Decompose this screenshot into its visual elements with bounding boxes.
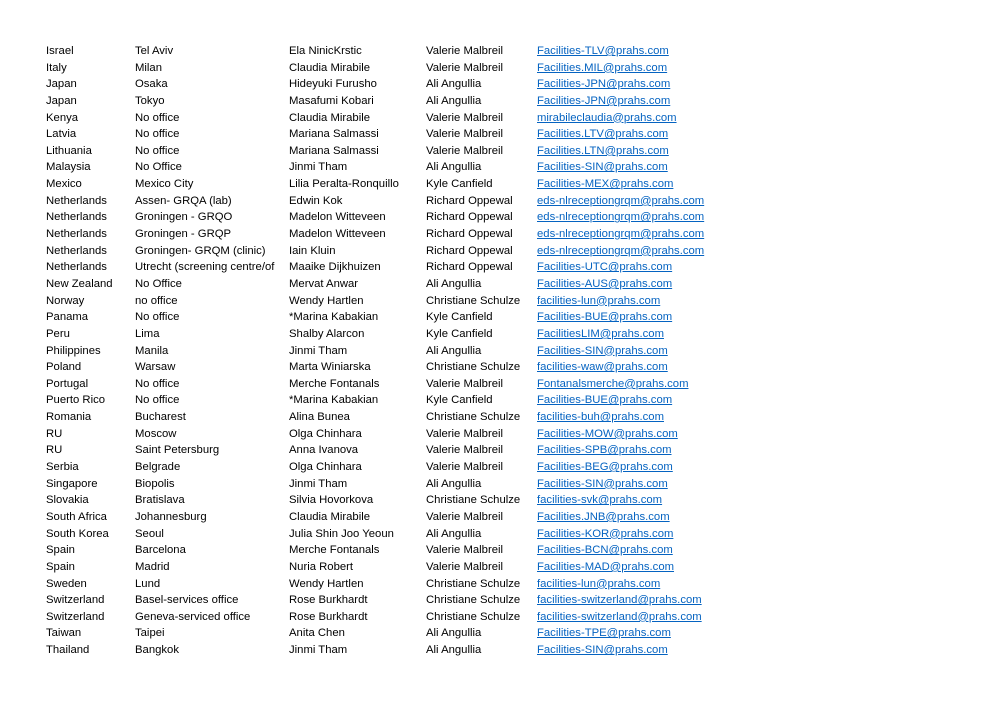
- email-link[interactable]: Facilities-SIN@prahs.com: [537, 344, 668, 357]
- manager-cell: Kyle Canfield: [426, 178, 493, 191]
- email-link[interactable]: Facilities-MEX@prahs.com: [537, 178, 674, 191]
- manager-cell: Richard Oppewal: [426, 211, 513, 224]
- table-row: [0, 259, 1000, 276]
- table-row: [0, 476, 1000, 493]
- email-link[interactable]: facilities-lun@prahs.com: [537, 294, 661, 307]
- table-row: [0, 343, 1000, 360]
- country-cell: Norway: [46, 294, 85, 307]
- manager-cell: Christiane Schulze: [426, 361, 521, 374]
- table-row: [0, 159, 1000, 176]
- office-cell: Johannesburg: [135, 510, 207, 523]
- country-cell: Netherlands: [46, 228, 107, 241]
- email-link[interactable]: Facilities-UTC@prahs.com: [537, 261, 673, 274]
- contact-cell: Hideyuki Furusho: [289, 78, 377, 91]
- email-link[interactable]: facilities-svk@prahs.com: [537, 494, 663, 507]
- table-row: [0, 642, 1000, 659]
- table-row: [0, 442, 1000, 459]
- office-cell: Barcelona: [135, 544, 186, 557]
- country-cell: New Zealand: [46, 277, 113, 290]
- email-link[interactable]: Facilities-AUS@prahs.com: [537, 277, 673, 290]
- contact-cell: Jinmi Tham: [289, 644, 348, 657]
- manager-cell: Valerie Malbreil: [426, 444, 504, 457]
- manager-cell: Christiane Schulze: [426, 610, 521, 623]
- office-cell: Madrid: [135, 560, 170, 573]
- country-cell: Puerto Rico: [46, 394, 106, 407]
- email-link[interactable]: facilities-waw@prahs.com: [537, 361, 668, 374]
- table-row: [0, 459, 1000, 476]
- contact-cell: Maaike Dijkhuizen: [289, 261, 381, 274]
- country-cell: Panama: [46, 311, 89, 324]
- email-link[interactable]: Facilities-SPB@prahs.com: [537, 444, 672, 457]
- table-row: [0, 126, 1000, 143]
- manager-cell: Ali Angullia: [426, 344, 482, 357]
- email-link[interactable]: Facilities-JPN@prahs.com: [537, 78, 671, 91]
- manager-cell: Valerie Malbreil: [426, 544, 504, 557]
- manager-cell: Ali Angullia: [426, 527, 482, 540]
- country-cell: Thailand: [46, 644, 90, 657]
- office-cell: Bangkok: [135, 644, 179, 657]
- manager-cell: Valerie Malbreil: [426, 144, 504, 157]
- contact-cell: Merche Fontanals: [289, 377, 380, 390]
- email-link[interactable]: Facilities-SIN@prahs.com: [537, 477, 668, 490]
- table-row: [0, 392, 1000, 409]
- email-link[interactable]: Facilities-TPE@prahs.com: [537, 627, 671, 640]
- office-cell: Belgrade: [135, 461, 181, 474]
- manager-cell: Ali Angullia: [426, 277, 482, 290]
- contact-cell: Wendy Hartlen: [289, 294, 364, 307]
- country-cell: Taiwan: [46, 627, 82, 640]
- contact-cell: Julia Shin Joo Yeoun: [289, 527, 394, 540]
- country-cell: Japan: [46, 94, 77, 107]
- manager-cell: Kyle Canfield: [426, 327, 493, 340]
- email-link[interactable]: facilities-buh@prahs.com: [537, 411, 664, 424]
- country-cell: Switzerland: [46, 594, 105, 607]
- email-link[interactable]: facilities-lun@prahs.com: [537, 577, 661, 590]
- office-cell: Basel-services office: [135, 594, 239, 607]
- table-row: [0, 176, 1000, 193]
- contact-cell: Lilia Peralta-Ronquillo: [289, 178, 399, 191]
- country-cell: Malaysia: [46, 161, 91, 174]
- contact-cell: Masafumi Kobari: [289, 94, 374, 107]
- country-cell: RU: [46, 427, 63, 440]
- manager-cell: Christiane Schulze: [426, 594, 521, 607]
- email-link[interactable]: Facilities.JNB@prahs.com: [537, 510, 670, 523]
- table-row: [0, 609, 1000, 626]
- office-cell: Biopolis: [135, 477, 175, 490]
- manager-cell: Valerie Malbreil: [426, 128, 504, 141]
- country-cell: Lithuania: [46, 144, 92, 157]
- email-link[interactable]: eds-nlreceptiongrqm@prahs.com: [537, 244, 705, 257]
- contact-cell: Claudia Mirabile: [289, 61, 370, 74]
- office-cell: No office: [135, 311, 180, 324]
- office-cell: No office: [135, 111, 180, 124]
- country-cell: Latvia: [46, 128, 77, 141]
- table-row: [0, 226, 1000, 243]
- office-cell: Assen- GRQA (lab): [135, 194, 232, 207]
- manager-cell: Richard Oppewal: [426, 228, 513, 241]
- country-cell: South Korea: [46, 527, 109, 540]
- email-link[interactable]: Fontanalsmerche@prahs.com: [537, 377, 689, 390]
- contact-cell: Madelon Witteveen: [289, 228, 386, 241]
- office-cell: Bratislava: [135, 494, 185, 507]
- table-row: [0, 110, 1000, 127]
- contact-cell: Wendy Hartlen: [289, 577, 364, 590]
- manager-cell: Valerie Malbreil: [426, 427, 504, 440]
- table-row: [0, 43, 1000, 60]
- country-cell: Spain: [46, 560, 75, 573]
- email-link[interactable]: eds-nlreceptiongrqm@prahs.com: [537, 211, 705, 224]
- contact-cell: Claudia Mirabile: [289, 510, 370, 523]
- table-row: [0, 509, 1000, 526]
- office-cell: No office: [135, 144, 180, 157]
- office-cell: Warsaw: [135, 361, 176, 374]
- email-link[interactable]: eds-nlreceptiongrqm@prahs.com: [537, 194, 705, 207]
- manager-cell: Christiane Schulze: [426, 494, 521, 507]
- contact-cell: Merche Fontanals: [289, 544, 380, 557]
- email-link[interactable]: Facilities-BUE@prahs.com: [537, 311, 673, 324]
- contact-cell: Mariana Salmassi: [289, 144, 379, 157]
- office-cell: Seoul: [135, 527, 164, 540]
- table-row: [0, 76, 1000, 93]
- office-cell: No Office: [135, 161, 182, 174]
- contact-cell: Shalby Alarcon: [289, 327, 365, 340]
- contact-cell: Olga Chinhara: [289, 461, 362, 474]
- country-cell: Spain: [46, 544, 75, 557]
- country-cell: Singapore: [46, 477, 98, 490]
- table-row: [0, 209, 1000, 226]
- manager-cell: Valerie Malbreil: [426, 461, 504, 474]
- office-cell: No Office: [135, 277, 182, 290]
- office-cell: Osaka: [135, 78, 168, 91]
- table-row: [0, 526, 1000, 543]
- country-cell: Italy: [46, 61, 67, 74]
- country-cell: Mexico: [46, 178, 82, 191]
- manager-cell: Valerie Malbreil: [426, 560, 504, 573]
- contact-cell: Anita Chen: [289, 627, 345, 640]
- table-row: [0, 542, 1000, 559]
- contact-cell: Olga Chinhara: [289, 427, 362, 440]
- contact-cell: Ela NinicKrstic: [289, 45, 362, 57]
- email-link[interactable]: Facilities-BEG@prahs.com: [537, 461, 673, 474]
- office-cell: Bucharest: [135, 411, 186, 424]
- manager-cell: Christiane Schulze: [426, 294, 521, 307]
- office-cell: Mexico City: [135, 178, 194, 191]
- contact-cell: Jinmi Tham: [289, 477, 348, 490]
- email-link[interactable]: Facilities-TLV@prahs.com: [537, 45, 669, 57]
- country-cell: South Africa: [46, 510, 107, 523]
- manager-cell: Valerie Malbreil: [426, 377, 504, 390]
- contact-cell: Jinmi Tham: [289, 344, 348, 357]
- manager-cell: Richard Oppewal: [426, 194, 513, 207]
- email-link[interactable]: facilities-switzerland@prahs.com: [537, 610, 702, 623]
- country-cell: Japan: [46, 78, 77, 91]
- table-row: [0, 293, 1000, 310]
- manager-cell: Christiane Schulze: [426, 577, 521, 590]
- country-cell: Serbia: [46, 461, 79, 474]
- table-row: [0, 276, 1000, 293]
- email-link[interactable]: facilities-switzerland@prahs.com: [537, 594, 702, 607]
- manager-cell: Ali Angullia: [426, 644, 482, 657]
- country-cell: Netherlands: [46, 194, 107, 207]
- table-row: [0, 326, 1000, 343]
- table-row: [0, 93, 1000, 110]
- contact-cell: Mervat Anwar: [289, 277, 359, 290]
- office-cell: No office: [135, 394, 180, 407]
- email-link[interactable]: mirabileclaudia@prahs.com: [537, 111, 677, 124]
- manager-cell: Kyle Canfield: [426, 394, 493, 407]
- office-cell: Moscow: [135, 427, 177, 440]
- table-row: [0, 409, 1000, 426]
- manager-cell: Richard Oppewal: [426, 261, 513, 274]
- office-cell: Groningen- GRQM (clinic): [135, 244, 266, 257]
- facilities-contact-table: [0, 43, 1000, 659]
- table-row: [0, 309, 1000, 326]
- contact-cell: Silvia Hovorkova: [289, 494, 374, 507]
- contact-cell: Marta Winiarska: [289, 361, 371, 374]
- contact-cell: Rose Burkhardt: [289, 594, 368, 607]
- country-cell: Sweden: [46, 577, 87, 590]
- contact-cell: Anna Ivanova: [289, 444, 359, 457]
- office-cell: Lund: [135, 577, 161, 590]
- country-cell: Switzerland: [46, 610, 105, 623]
- email-link[interactable]: Facilities.LTN@prahs.com: [537, 144, 669, 157]
- email-link[interactable]: FacilitiesLIM@prahs.com: [537, 327, 664, 340]
- country-cell: Netherlands: [46, 211, 107, 224]
- contact-cell: Alina Bunea: [289, 411, 350, 424]
- contact-cell: *Marina Kabakian: [289, 311, 379, 324]
- email-link[interactable]: Facilities-KOR@prahs.com: [537, 527, 674, 540]
- office-cell: Groningen - GRQO: [135, 211, 233, 224]
- office-cell: Taipei: [135, 627, 165, 640]
- contact-cell: Claudia Mirabile: [289, 111, 370, 124]
- contact-cell: Edwin Kok: [289, 194, 343, 207]
- manager-cell: Ali Angullia: [426, 78, 482, 91]
- office-cell: Lima: [135, 327, 160, 340]
- country-cell: Kenya: [46, 111, 79, 124]
- country-cell: Philippines: [46, 344, 101, 357]
- manager-cell: Ali Angullia: [426, 627, 482, 640]
- email-link[interactable]: Facilities-BCN@prahs.com: [537, 544, 673, 557]
- table-row: [0, 359, 1000, 376]
- table-row: [0, 625, 1000, 642]
- email-link[interactable]: Facilities-JPN@prahs.com: [537, 94, 671, 107]
- table-row: [0, 592, 1000, 609]
- table-row: [0, 193, 1000, 210]
- contact-cell: Madelon Witteveen: [289, 211, 386, 224]
- country-cell: Slovakia: [46, 494, 89, 507]
- table-row: [0, 243, 1000, 260]
- table-row: [0, 60, 1000, 77]
- table-row: [0, 426, 1000, 443]
- country-cell: Peru: [46, 327, 70, 340]
- contact-cell: Jinmi Tham: [289, 161, 348, 174]
- country-cell: Israel: [46, 45, 74, 57]
- table-row: [0, 576, 1000, 593]
- email-link[interactable]: eds-nlreceptiongrqm@prahs.com: [537, 228, 705, 241]
- office-cell: Saint Petersburg: [135, 444, 220, 457]
- manager-cell: Valerie Malbreil: [426, 510, 504, 523]
- office-cell: Groningen - GRQP: [135, 228, 232, 241]
- office-cell: no office: [135, 294, 178, 307]
- email-link[interactable]: Facilities.MIL@prahs.com: [537, 61, 668, 74]
- manager-cell: Christiane Schulze: [426, 411, 521, 424]
- contact-cell: Rose Burkhardt: [289, 610, 368, 623]
- country-cell: Netherlands: [46, 261, 107, 274]
- office-cell: Tokyo: [135, 94, 165, 107]
- table-row: [0, 492, 1000, 509]
- email-link[interactable]: Facilities-MAD@prahs.com: [537, 560, 675, 573]
- manager-cell: Valerie Malbreil: [426, 111, 504, 124]
- office-cell: Manila: [135, 344, 169, 357]
- office-cell: No office: [135, 128, 180, 141]
- email-link[interactable]: Facilities-SIN@prahs.com: [537, 161, 668, 174]
- contact-cell: *Marina Kabakian: [289, 394, 379, 407]
- country-cell: Poland: [46, 361, 82, 374]
- country-cell: RU: [46, 444, 63, 457]
- country-cell: Netherlands: [46, 244, 107, 257]
- email-link[interactable]: Facilities-MOW@prahs.com: [537, 427, 678, 440]
- contact-cell: Mariana Salmassi: [289, 128, 379, 141]
- email-link[interactable]: Facilities-BUE@prahs.com: [537, 394, 673, 407]
- table-row: [0, 143, 1000, 160]
- contact-cell: Iain Kluin: [289, 244, 336, 257]
- office-cell: Milan: [135, 61, 162, 74]
- manager-cell: Ali Angullia: [426, 477, 482, 490]
- manager-cell: Valerie Malbreil: [426, 45, 504, 57]
- office-cell: Geneva-serviced office: [135, 610, 251, 623]
- manager-cell: Valerie Malbreil: [426, 61, 504, 74]
- country-cell: Portugal: [46, 377, 89, 390]
- email-link[interactable]: Facilities-SIN@prahs.com: [537, 644, 668, 657]
- manager-cell: Richard Oppewal: [426, 244, 513, 257]
- contact-cell: Nuria Robert: [289, 560, 354, 573]
- table-row: [0, 376, 1000, 393]
- manager-cell: Ali Angullia: [426, 161, 482, 174]
- table-row: [0, 559, 1000, 576]
- country-cell: Romania: [46, 411, 92, 424]
- manager-cell: Kyle Canfield: [426, 311, 493, 324]
- office-cell: Utrecht (screening centre/of: [135, 261, 275, 274]
- office-cell: No office: [135, 377, 180, 390]
- email-link[interactable]: Facilities.LTV@prahs.com: [537, 128, 669, 141]
- manager-cell: Ali Angullia: [426, 94, 482, 107]
- office-cell: Tel Aviv: [135, 45, 174, 57]
